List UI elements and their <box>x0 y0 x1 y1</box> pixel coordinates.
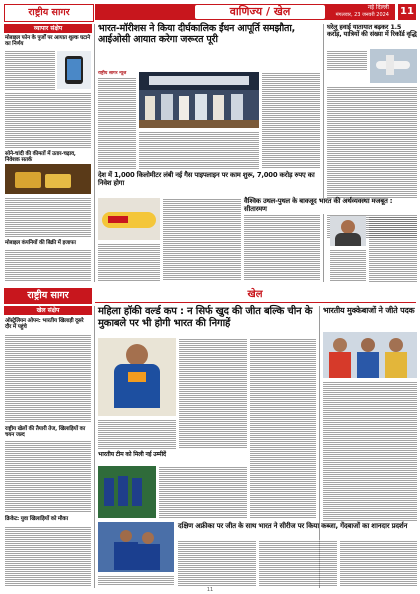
second-text-2 <box>163 198 241 281</box>
lead-text-col1 <box>98 77 136 169</box>
sports-bottom-headline: दक्षिण अफ्रीका पर जीत के साथ भारत ने सीरीज पर किया कब्जा, गेंदबाजों का शानदार प्रदर्शन <box>178 522 408 530</box>
lead-byline: राष्ट्रीय सागर न्यूज <box>98 71 127 76</box>
brand-box <box>4 4 94 22</box>
sports-left-rule <box>94 306 95 588</box>
second-text-1 <box>98 243 160 281</box>
cricket-photo <box>98 522 174 572</box>
brief-text-2 <box>5 197 91 237</box>
aviation-photo <box>370 49 417 83</box>
sports-right-headline: भारतीय मुक्केबाजों ने जीते पदक <box>323 306 415 315</box>
sports-lead-text-3 <box>250 338 316 518</box>
gold-photo <box>5 164 91 194</box>
section-title: वाणिज्य / खेल <box>195 5 325 19</box>
sports-brief-text-2 <box>5 440 91 512</box>
right-rule-top <box>323 24 324 282</box>
phone-photo <box>57 51 91 89</box>
right-text-1 <box>327 50 367 70</box>
sports-brand-box: राष्ट्रीय सागर <box>4 288 92 304</box>
paper-name: नई दिल्ली <box>367 4 389 11</box>
second-headline: देश में 1,000 किलोमीटर लंबी नई गैस पाइपलाइन पर काम शुरू, 7,000 करोड़ रुपए का निवेश होगा <box>98 171 315 187</box>
lead-text-photo-under <box>139 131 259 169</box>
sports-lead-headline: महिला हॉकी वर्ल्ड कप : न सिर्फ खुद की जीत बल्कि चीन के मुकाबले पर भी होगी भारत की निगाहें <box>98 306 313 329</box>
sports-bottom-text-2 <box>259 540 337 586</box>
paper-date: मंगलवार, 23 जनवरी 2024 <box>335 12 389 18</box>
sports-brief-tag: खेल संक्षेप <box>4 306 92 315</box>
sports-bottom-text-4 <box>98 575 174 586</box>
brief-headline-2: सोने-चांदी की कीमतों में उतार-चढ़ाव, निवेशक सतर्क <box>5 151 76 164</box>
right-text-2 <box>369 216 417 282</box>
brief-text-1 <box>5 50 55 90</box>
brand-name: राष्ट्रीय सागर <box>28 7 70 18</box>
sports-lead-text-1 <box>98 419 176 449</box>
sports-section-title: खेल <box>247 289 263 300</box>
footer-page-mark: 11 <box>206 587 214 593</box>
sports-bottom-text-1 <box>178 540 256 586</box>
right-headline-1: घरेलू हवाई यातायात बढ़कर 1.5 करोड़, यात्रियों की संख्या में रिकॉर्ड वृद्धि <box>327 23 417 39</box>
lead-headline: भारत-मॉरीशस ने किया दीर्घकालिक ईंधन आपूर्ति समझौता, आईओसी आयात करेगा जरूरत पूरी <box>98 23 296 45</box>
sports-brief-headline-2: राष्ट्रीय खेलों की तैयारी तेज, खिलाड़ियों का चयन जल्द <box>5 426 86 439</box>
brief-text-3 <box>5 249 91 281</box>
sports-right-text <box>323 381 417 521</box>
sports-brief-headline-1: ऑस्ट्रेलियन ओपन: भारतीय खिलाड़ी दूसरे दौर में पहुंचे <box>5 318 84 331</box>
sports-inner-text <box>159 466 247 518</box>
right-text-2b <box>330 249 366 282</box>
lead-text-col4 <box>262 72 320 169</box>
brief-headline-1: मोबाइल फोन के पुर्जों पर आयात शुल्क घटाने का निर्णय <box>5 35 90 48</box>
sports-brief-text-1 <box>5 334 91 422</box>
sports-bottom-text-3 <box>340 540 417 586</box>
section-header <box>95 4 395 20</box>
brief-tag: व्यापार संक्षेप <box>4 24 92 33</box>
hockey-photo <box>98 338 176 416</box>
sports-inner-headline: भारतीय टीम को मिली नई उम्मीदें <box>98 451 166 458</box>
minister-photo <box>330 216 366 246</box>
left-rule-top <box>94 24 95 282</box>
sports-lead-text-2 <box>179 338 247 448</box>
team-photo <box>98 466 156 518</box>
pipeline-photo <box>98 198 160 240</box>
page-number: 11 <box>398 4 416 20</box>
sports-brief-text-3 <box>5 526 91 586</box>
boxers-photo <box>323 332 417 378</box>
brief-headline-3: मोबाइल कंपनियों की बिक्री में इजाफा <box>5 240 76 246</box>
brief-text-1b <box>5 92 91 148</box>
sports-section-header <box>95 288 416 303</box>
conference-photo <box>139 72 259 128</box>
sports-brief-headline-3: क्रिकेट: युवा खिलाड़ियों को मौका <box>5 516 68 522</box>
right-headline-2: वैश्विक उथल-पुथल के बावजूद भारत की अर्थव्यवस्था मजबूत : सीतारमण <box>244 198 417 214</box>
